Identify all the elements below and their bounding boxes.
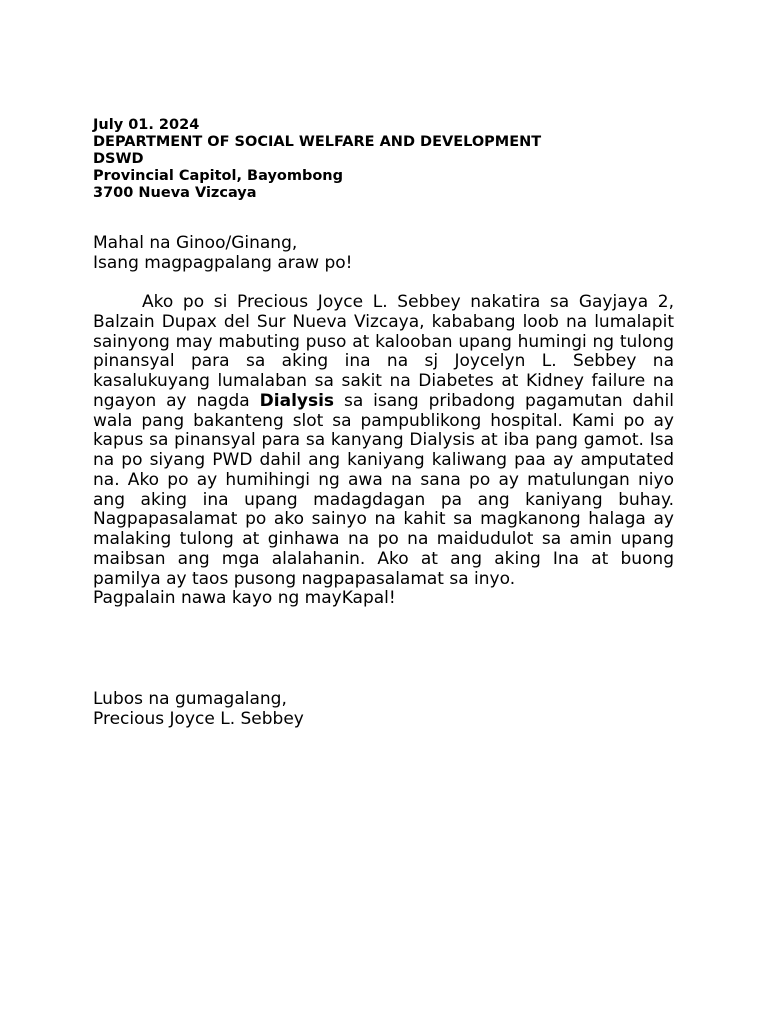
letter-closing bbox=[93, 689, 693, 729]
body-text-part1: Ako po si Precious Joyce L. Sebbey nakatira sa Gayjaya 2, Balzain Dupax del Sur Nueva Vizcaya, kababang loob na lumalapit sainyong may mabuting puso at kalooban upang humingi ng tulong pinansyal para sa aking ina na sj Joycelyn L. Sebbey na kasalukuyang lumalaban sa sakit na Diabetes at Kidney failure na ngayon ay nagda bbox=[93, 292, 674, 411]
recipient-street: Provincial Capitol, Bayombong bbox=[93, 168, 344, 184]
body-emphasis-dialysis: Dialysis bbox=[259, 390, 335, 411]
body-blessing: Pagpalain nawa kayo ng mayKapal! bbox=[93, 588, 396, 609]
recipient-department: DEPARTMENT OF SOCIAL WELFARE AND DEVELOPMENT bbox=[93, 134, 542, 150]
salutation-wish: Isang magpagpalang araw po! bbox=[93, 253, 353, 273]
letter-date: July 01. 2024 bbox=[93, 117, 200, 133]
closing-signatory: Precious Joyce L. Sebbey bbox=[93, 709, 304, 729]
closing-valediction: Lubos na gumagalang, bbox=[93, 689, 287, 709]
salutation bbox=[93, 233, 693, 273]
letter-body bbox=[93, 293, 674, 609]
body-text-part2: sa isang pribadong pagamutan dahil wala pang bakanteng slot sa pampublikong hospital. Kami po ay kapus sa pinansyal para sa kanyang Dialysis at iba pang gamot. Isa na po siyang PWD dahil ang kaniyang kaliwang paa ay amputated na. Ako po ay humihingi ng awa na sana po ay matulungan niyo ang aking ina upang madagdagan pa ang kaniyang buhay. Nagpapasalamat po ako sainyo na kahit sa magkanong halaga ay malaking tulong at ginhawa na po na maidudulot sa amin upang maibsan ang mga alalahanin. Ako at ang aking Ina at buong pamilya ay taos pusong nagpapasalamat sa inyo. bbox=[93, 390, 674, 589]
recipient-abbreviation: DSWD bbox=[93, 151, 144, 167]
letter-header bbox=[93, 117, 693, 202]
body-paragraph bbox=[93, 293, 674, 589]
recipient-city: 3700 Nueva Vizcaya bbox=[93, 185, 257, 201]
salutation-greeting: Mahal na Ginoo/Ginang, bbox=[93, 233, 298, 253]
